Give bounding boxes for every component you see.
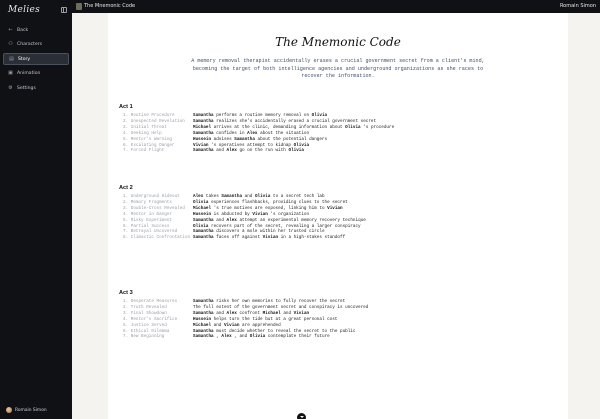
beat-text-fragment: confront [236, 310, 263, 316]
beat-text-fragment: 's operatives attempt to kidnap [208, 142, 294, 148]
character-name: Vivian [327, 205, 343, 211]
sidebar-item-label: Settings [17, 85, 36, 91]
character-name: Samantha [234, 136, 255, 142]
beat-text-fragment: advises [211, 136, 235, 142]
beat-text-fragment: recovers part of the secret, revealing a larger conspiracy [208, 223, 361, 229]
beat-label: 4. Seeking Help [123, 130, 162, 136]
beat-label: 2. Unexpected Revelation [123, 118, 185, 124]
sidebar-item-label: Characters [17, 42, 43, 47]
book-icon: ▤ [9, 55, 14, 62]
character-name: Vivian [193, 142, 209, 148]
character-name: Michael [193, 124, 212, 130]
character-name: Samantha [193, 310, 214, 316]
beat-text-fragment: performs a routine memory removal on [213, 113, 312, 118]
sidebar-toggle-icon[interactable] [61, 7, 67, 13]
character-name: Samantha [193, 148, 214, 154]
users-icon: ⚇ [8, 41, 13, 47]
story-document [108, 13, 568, 419]
character-name: Vivian [293, 310, 310, 316]
beat-text-fragment: , and [231, 334, 250, 340]
sidebar-item-settings[interactable] [3, 82, 69, 94]
sidebar-item-label: Story [18, 56, 31, 62]
beat-text-fragment: attempt an experimental memory recovery technique [236, 217, 366, 223]
character-name: Samantha [193, 299, 214, 304]
beat-text-fragment: discovers a mole within her trusted circle [213, 229, 325, 235]
character-name: Alex [193, 194, 204, 199]
act-title: Act 3 [119, 290, 133, 296]
beat-text-fragment: must decide whether to reveal the secret to the public [213, 328, 356, 334]
beat-text-fragment: and [213, 148, 227, 154]
beat-text-fragment: faces off against [213, 235, 263, 241]
character-name: Olivia [193, 199, 209, 205]
character-name: Vivian [262, 235, 279, 241]
character-name: Hussein [193, 136, 212, 142]
character-name: Samantha [221, 194, 243, 199]
app-logo: Melies [8, 5, 41, 15]
character-name: Olivia [288, 148, 304, 154]
character-name: Olivia [249, 334, 266, 340]
sidebar-nav [3, 24, 69, 97]
beat-text-fragment: 's procedure [360, 124, 395, 130]
sidebar-item-back[interactable] [3, 24, 69, 36]
beat-text-fragment: takes [203, 194, 222, 199]
character-name: Samantha [193, 113, 214, 118]
beat-text-fragment: and [213, 217, 227, 223]
topbar-user-name[interactable]: Romain Simon [559, 3, 596, 9]
beat-text-fragment: 's organization [267, 211, 310, 217]
beat-label: 6. Ethical Dilemma [123, 328, 170, 334]
beat-description [193, 334, 559, 340]
sidebar [0, 0, 72, 419]
beat-description [193, 235, 559, 241]
character-name: Michael [193, 322, 212, 328]
beat-text-fragment: go on the run with [236, 148, 289, 154]
beat-label: 7. Betrayal Uncovered [123, 229, 178, 235]
project-title: The Mnemonic Code [84, 3, 136, 9]
beat-text-fragment: , [213, 334, 222, 340]
beat-label: 7. New Beginning [123, 334, 165, 340]
logline: A memory removal therapist accidentally erases a crucial government secret from a client's mind, becoming the target of both intelligence agencies and underground organizations as she races to recover the information. [191, 58, 485, 80]
beat-text-fragment: helps turn the tide but at a great personal cost [211, 316, 338, 322]
beat-label: 4. Mentor in Danger [123, 211, 172, 217]
beat-text-fragment: The full extent of the government secret and conspiracy is uncovered [193, 304, 369, 310]
act-title: Act 2 [119, 185, 133, 191]
beat-label: 5. Mentor's Warning [123, 136, 172, 142]
beat-label: 7. Forced Flight [123, 148, 165, 154]
character-name: Michael [193, 205, 212, 211]
beat-text-fragment: 's true motives are exposed, linking him to [211, 205, 328, 211]
beat-text-fragment: are apprehended [239, 322, 281, 328]
beat-label: 2. Memory Fragments [123, 199, 172, 205]
character-name: Alex [226, 310, 237, 316]
sidebar-item-label: Back [17, 27, 29, 33]
character-name: Alex [221, 334, 232, 340]
character-name: Vivian [252, 211, 268, 217]
beat-text-fragment: in a high-stakes standoff [278, 235, 346, 241]
act-section [119, 185, 559, 241]
beat-text-fragment: contemplate their future [265, 334, 330, 340]
beat-text-fragment: risks her own memories to fully recover the secret [213, 299, 346, 304]
sidebar-item-story[interactable] [3, 53, 69, 65]
beat-row[interactable] [119, 334, 559, 340]
top-bar [72, 0, 600, 13]
character-name: Alex [226, 217, 237, 223]
beat-text-fragment: about the situation [257, 130, 310, 136]
beat-text-fragment: arrives at the clinic, demanding information about [211, 124, 346, 130]
beat-label: 2. Truth Revealed [123, 304, 167, 310]
beat-row[interactable] [119, 148, 559, 154]
character-name: Vivian [223, 322, 240, 328]
character-name: Samantha [193, 130, 214, 136]
character-name: Olivia [311, 113, 328, 118]
character-name: Samantha [193, 118, 214, 124]
beat-label: 6. Partial Success [123, 223, 170, 229]
character-name: Hussein [193, 211, 212, 217]
character-name: Samantha [193, 229, 214, 235]
beat-label: 6. Escalating Danger [123, 142, 175, 148]
beat-text-fragment: and [280, 310, 294, 316]
sidebar-item-animation[interactable] [3, 68, 69, 80]
beat-text-fragment: and [211, 322, 224, 328]
avatar [6, 407, 12, 413]
beat-label: 8. Climactic Confrontation [123, 235, 191, 241]
beat-text-fragment: about the potential dangers [254, 136, 328, 142]
beat-text-fragment: is abducted by [211, 211, 253, 217]
character-name: Samantha [193, 217, 214, 223]
film-icon: ▣ [8, 70, 13, 76]
character-name: Michael [262, 310, 281, 316]
character-name: Samantha [193, 235, 214, 241]
character-name: Hussein [193, 316, 212, 322]
document-title: The Mnemonic Code [275, 35, 401, 49]
scroll-down-button[interactable] [297, 413, 306, 419]
beat-text-fragment: experiences flashbacks, providing clues to the secret [208, 199, 348, 205]
user-name: Romain Simon [15, 407, 47, 413]
character-name: Samantha [193, 334, 214, 340]
beat-description [193, 148, 559, 154]
act-section [119, 290, 559, 340]
beat-label: 5. Risky Experiment [123, 217, 172, 223]
character-name: Olivia [293, 142, 310, 148]
gear-icon: ⚙ [8, 84, 13, 91]
beat-text-fragment: confides in [213, 130, 248, 136]
sidebar-item-label: Animation [17, 71, 41, 76]
beat-text-fragment: and [213, 310, 227, 316]
character-name: Olivia [345, 124, 361, 130]
beat-row[interactable] [119, 235, 559, 241]
sidebar-item-characters[interactable] [3, 39, 69, 51]
beat-label: 5. Justice Served [123, 322, 167, 328]
beat-text-fragment: to a secret tech lab [270, 194, 325, 199]
beat-label: 3. Initial Threat [123, 124, 167, 130]
beat-label: 1. Routine Procedure [123, 113, 175, 118]
character-name: Olivia [254, 194, 271, 199]
arrow-left-icon: ← [8, 26, 13, 33]
beat-text-fragment: and [242, 194, 255, 199]
character-name: Olivia [193, 223, 209, 229]
character-name: Alex [247, 130, 258, 136]
character-name: Alex [226, 148, 237, 154]
beat-label: 3. Final Showdown [123, 310, 167, 316]
beat-label: 1. Desperate Measures [123, 299, 178, 304]
act-title: Act 1 [119, 104, 133, 110]
beat-label: 4. Mentor's Sacrifice [123, 316, 178, 322]
user-profile[interactable] [6, 407, 47, 413]
character-name: Samantha [193, 328, 214, 334]
act-section [119, 104, 559, 154]
beat-text-fragment: realizes she's accidentally erased a crucial government secret [213, 118, 377, 124]
beat-label: 1. Underground Hideout [123, 194, 180, 199]
project-thumbnail-icon [76, 3, 82, 10]
beat-label: 3. Double-Cross Revealed [123, 205, 185, 211]
